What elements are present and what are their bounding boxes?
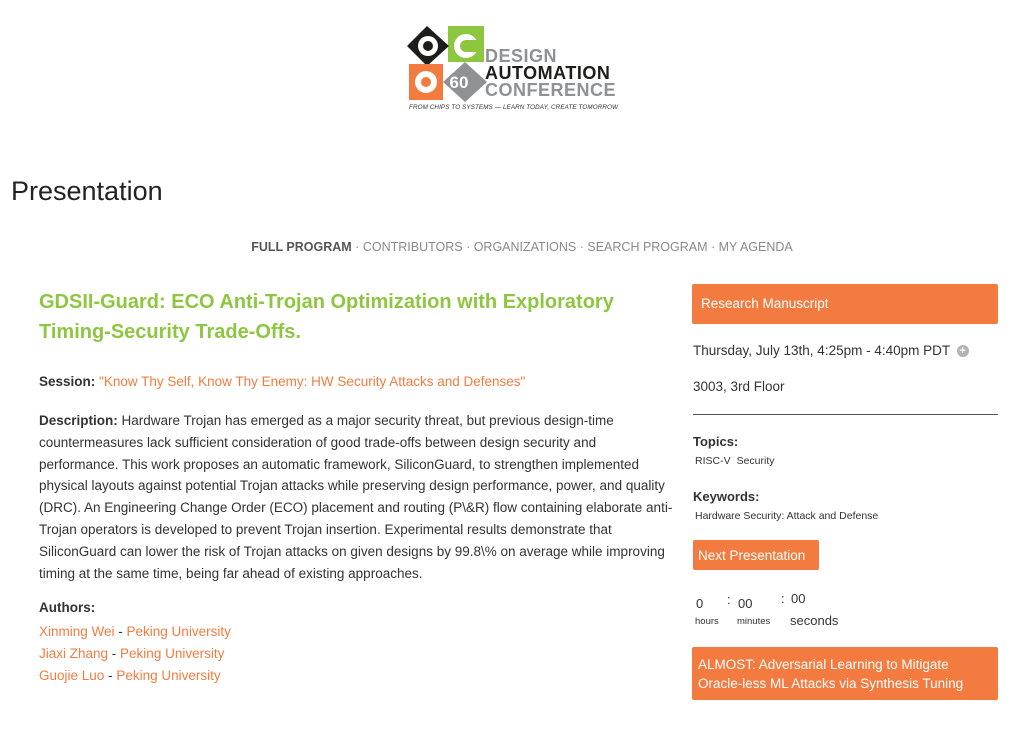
author-separator: - [114,624,127,639]
add-to-calendar-icon[interactable]: + [957,345,969,357]
nav-organizations[interactable]: ORGANIZATIONS [473,240,577,254]
dac-60-mark-icon [405,24,487,104]
author-row [39,621,231,643]
session-label: Session: [39,374,96,389]
countdown-hours: 0 [696,596,704,611]
countdown-seconds-label: seconds [790,613,839,628]
author-org-link[interactable]: Peking University [126,624,231,639]
author-name-link[interactable]: Guojie Luo [39,668,105,683]
countdown-seconds: 00 [791,591,806,606]
countdown-separator: : [727,592,731,607]
author-name-link[interactable]: Xinming Wei [39,624,115,639]
authors-heading: Authors: [39,600,96,615]
logo-line3: CONFERENCE [485,80,617,100]
page-title: Presentation [11,176,163,206]
author-org-link[interactable]: Peking University [116,668,221,683]
dac-logo[interactable] [405,24,631,116]
logo-line2: AUTOMATION [485,63,611,83]
nav-separator: · [576,240,588,254]
nav-search-program[interactable]: SEARCH PROGRAM [587,240,708,254]
research-manuscript-button[interactable]: Research Manuscript [692,284,998,324]
author-separator: - [108,646,121,661]
keywords-label: Keywords: [693,489,760,504]
description-label: Description: [39,413,118,428]
nav-contributors[interactable]: CONTRIBUTORS [362,240,463,254]
author-separator: - [104,668,117,683]
description-text: Hardware Trojan has emerged as a major security threat, but previous design-time countermeasures lack sufficient consideration of good trade-offs between design security and performance. This work proposes an automatic framework, SiliconGuard, to strengthen implemented physical layouts against potential Trojan attacks while preserving design performance, power, and quality (DRC). An Engineering Change Order (ECO) placement and routing (P\&R) flow containing elaborate anti-Trojan operators is developed to prevent Trojan insertion. Experimental results demonstrate that SiliconGuard can lower the risk of Trojan attacks on given designs by 99.8\% on average while improving timing at the same time, being far ahead of existing approaches. [39,413,673,581]
nav-separator: · [462,240,474,254]
countdown-minutes-label: minutes [737,616,771,627]
session-line [39,374,525,389]
countdown-minutes: 00 [738,596,753,611]
nav-separator: · [707,240,719,254]
next-presentation-title-link[interactable]: ALMOST: Adversarial Learning to Mitigate Oracle-less ML Attacks via Synthesis Tuning [692,647,998,700]
countdown-separator: : [781,591,785,606]
nav-separator: · [351,240,363,254]
nav-my-agenda[interactable]: MY AGENDA [718,240,793,254]
logo-line1: DESIGN [485,46,558,66]
keywords-list [695,510,884,522]
topic-tag[interactable]: Security [736,455,775,467]
time-text: Thursday, July 13th, 4:25pm - 4:40pm PDT [693,343,950,358]
keyword-tag[interactable]: Hardware Security: Attack and Defense [695,510,879,522]
author-row [39,643,231,665]
authors-list [39,621,231,687]
next-presentation-button[interactable]: Next Presentation [693,540,819,570]
topics-label: Topics: [693,434,739,449]
presentation-title: GDSII-Guard: ECO Anti-Trojan Optimization with Exploratory Timing-Security Trade-Offs. [39,291,614,343]
presentation-room: 3003, 3rd Floor [693,379,785,394]
logo-tagline: FROM CHIPS TO SYSTEMS — LEARN TODAY, CREATE TOMORROW [409,104,619,111]
logo-wordmark [485,48,616,99]
author-org-link[interactable]: Peking University [120,646,225,661]
divider [693,414,998,415]
description [39,410,679,584]
program-nav [0,240,1024,254]
logo-number: 60 [449,73,469,92]
presentation-time [693,343,969,358]
topic-tag[interactable]: RISC-V [695,455,731,467]
author-row [39,665,231,687]
countdown-hours-label: hours [695,616,719,627]
session-link[interactable]: "Know Thy Self, Know Thy Enemy: HW Security Attacks and Defenses" [99,374,526,389]
author-name-link[interactable]: Jiaxi Zhang [39,646,109,661]
nav-full-program[interactable]: FULL PROGRAM [251,240,352,254]
topics-list [695,455,781,467]
